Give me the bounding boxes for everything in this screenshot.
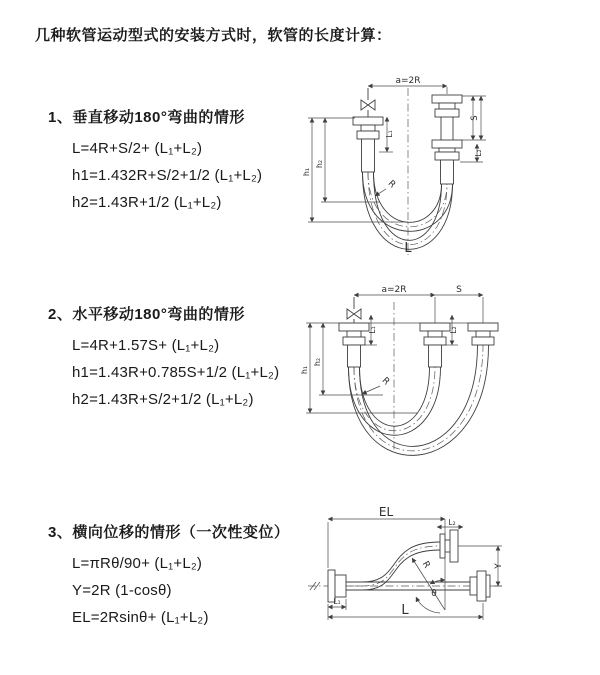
dimension-lines [328,505,504,620]
formula-line: L=4R+1.57S+ (L₁+L₂) [72,337,220,354]
braid-section [348,345,361,367]
hose-curves [349,345,489,455]
dim-s: S [456,285,462,295]
section-1-formulas [72,135,262,216]
braid-section [362,139,375,172]
dim-l: L [401,603,409,618]
dim-a2r: a=2R [395,76,421,86]
section-2-heading: 2、水平移动180°弯曲的情形 [48,306,245,323]
section-3-formulas [72,550,289,631]
formula-line: L=πRθ/90+ (L₁+L₂) [72,555,203,572]
dim-y: Y [494,563,504,569]
dim-s: S [470,115,480,121]
right-fitting [432,95,462,184]
figure-lateral-displacement [300,500,600,672]
right-flange [470,571,490,601]
right-fitting [468,323,498,345]
section-lateral-displacement [48,521,289,631]
dim-l: L [404,241,412,256]
valve-icon [347,297,361,323]
dim-l2: L₂ [474,149,483,157]
dim-r: R [419,559,432,571]
valve-icon [361,88,375,117]
formula-line: Y=2R (1-cosθ) [72,582,172,599]
formula-line: h2=1.43R+S/2+1/2 (L₁+L₂) [72,391,254,408]
dimension-lines [300,285,498,413]
dim-l1: L₁ [385,130,394,138]
dim-theta: θ [431,589,437,599]
dim-h1: h₁ [300,365,309,375]
formula-line: h1=1.43R+0.785S+1/2 (L₁+L₂) [72,364,280,381]
formula-line: h1=1.432R+S/2+1/2 (L₁+L₂) [72,167,263,184]
dim-h2: h₂ [315,159,324,169]
formula-line: h2=1.43R+1/2 (L₁+L₂) [72,194,222,211]
dim-a2r: a=2R [381,285,407,295]
dim-h1: h₁ [302,167,311,177]
dim-l1: L₁ [333,597,341,606]
left-fitting [353,117,383,172]
section-3-heading: 3、横向位移的情形（一次性变位） [48,524,290,541]
dim-h2: h₂ [313,357,322,367]
dim-l2: L₂ [449,326,458,334]
braid-section [429,345,442,367]
braid-section [441,160,454,184]
section-vertical-180 [48,106,262,216]
section-horizontal-180 [48,303,279,413]
formula-line: L=4R+S/2+ (L₁+L₂) [72,140,203,157]
dim-l2: L₂ [448,518,456,527]
figure-horizontal-180-bend [300,282,598,462]
section-1-heading: 1、垂直移动180°弯曲的情形 [48,109,245,126]
upper-flange [440,530,458,562]
dim-el: EL [378,505,394,519]
dim-r: R [385,178,398,191]
figure-vertical-180-bend [302,72,595,262]
section-2-formulas [72,332,279,413]
formula-line: EL=2Rsinθ+ (L₁+L₂) [72,609,209,626]
hose-curves [363,172,453,249]
page-title: 几种软管运动型式的安装方式时，软管的长度计算： [35,27,392,44]
dim-l1: L₁ [368,326,377,334]
dim-r: R [379,375,392,388]
